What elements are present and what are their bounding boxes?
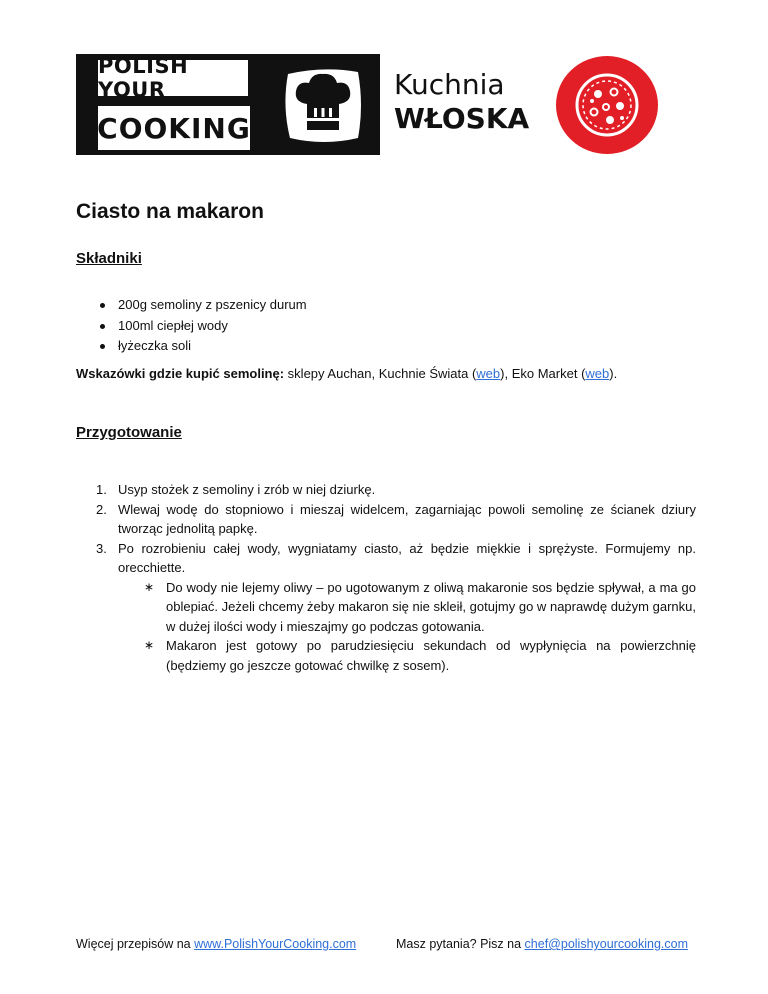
step-text: Usyp stożek z semoliny i zrób w niej dziurkę.	[118, 482, 376, 497]
steps-list	[96, 480, 696, 675]
list-item: 100ml ciepłej wody	[96, 316, 307, 337]
logo-text-line1: POLISH YOUR	[98, 60, 248, 96]
list-item	[118, 636, 696, 675]
logo-text-line2: COOKING	[98, 106, 250, 150]
tips-paragraph	[76, 366, 617, 381]
footer-text: Masz pytania? Pisz na	[396, 937, 525, 951]
tips-text: sklepy Auchan, Kuchnie Świata (	[284, 366, 477, 381]
list-item	[96, 539, 696, 676]
notes-list	[118, 578, 696, 676]
recipe-title: Ciasto na makaron	[76, 200, 264, 223]
footer-left	[76, 937, 356, 951]
step-text: Wlewaj wodę do stopniowo i mieszaj widelcem, zagarniając powoli semolinę ze ścianek dziury tworząc jednolitą papkę.	[118, 501, 696, 536]
list-item: łyżeczka soli	[96, 336, 307, 357]
note-text: Makaron jest gotowy po parudziesięciu sekundach od wypłynięcia na powierzchnię (będziemy go jeszcze gotować chwilkę z sosem).	[166, 638, 696, 673]
step-number: 3.	[96, 540, 107, 556]
list-item	[118, 578, 696, 637]
step-number: 1.	[96, 482, 107, 497]
ingredients-heading: Składniki	[76, 250, 142, 267]
tips-label: Wskazówki gdzie kupić semolinę:	[76, 366, 285, 381]
kuchnie-swiata-link[interactable]: web	[476, 366, 501, 381]
eko-market-link[interactable]: web	[585, 366, 610, 381]
note-text: Do wody nie lejemy oliwy – po ugotowanym z oliwą makaronie sos będzie spływał, a ma go oblepiać. Jeżeli chcemy żeby makaron się nie skleił, gotujmy go w naprawdę dużym garnku, w dużej ilości wody i mieszajmy go podczas gotowania.	[166, 579, 696, 634]
list-item: 200g semoliny z pszenicy durum	[96, 295, 307, 316]
step-number: 2.	[96, 501, 107, 517]
list-item	[96, 480, 696, 500]
ingredients-list	[96, 295, 307, 357]
tips-text: ).	[609, 366, 618, 381]
chef-hat-icon	[280, 66, 366, 146]
cuisine-label	[394, 68, 529, 136]
footer-text: Więcej przepisów na	[76, 937, 195, 951]
pizza-icon	[554, 54, 660, 156]
list-item	[96, 500, 696, 539]
footer-right	[396, 937, 688, 951]
step-text: Po rozrobieniu całej wody, wygniatamy ciasto, aż będzie miękkie i sprężyste. Formujemy np. orecchiette.	[118, 540, 696, 575]
asterisk-icon: ∗	[144, 579, 155, 594]
cuisine-line2: WŁOSKA	[394, 102, 530, 135]
cuisine-line1: Kuchnia	[394, 68, 505, 101]
asterisk-icon: ∗	[144, 638, 155, 652]
email-link[interactable]: chef@polishyourcooking.com	[524, 937, 689, 951]
website-link[interactable]: www.PolishYourCooking.com	[194, 937, 357, 951]
tips-text: ), Eko Market (	[500, 366, 586, 381]
preparation-heading: Przygotowanie	[76, 424, 182, 441]
